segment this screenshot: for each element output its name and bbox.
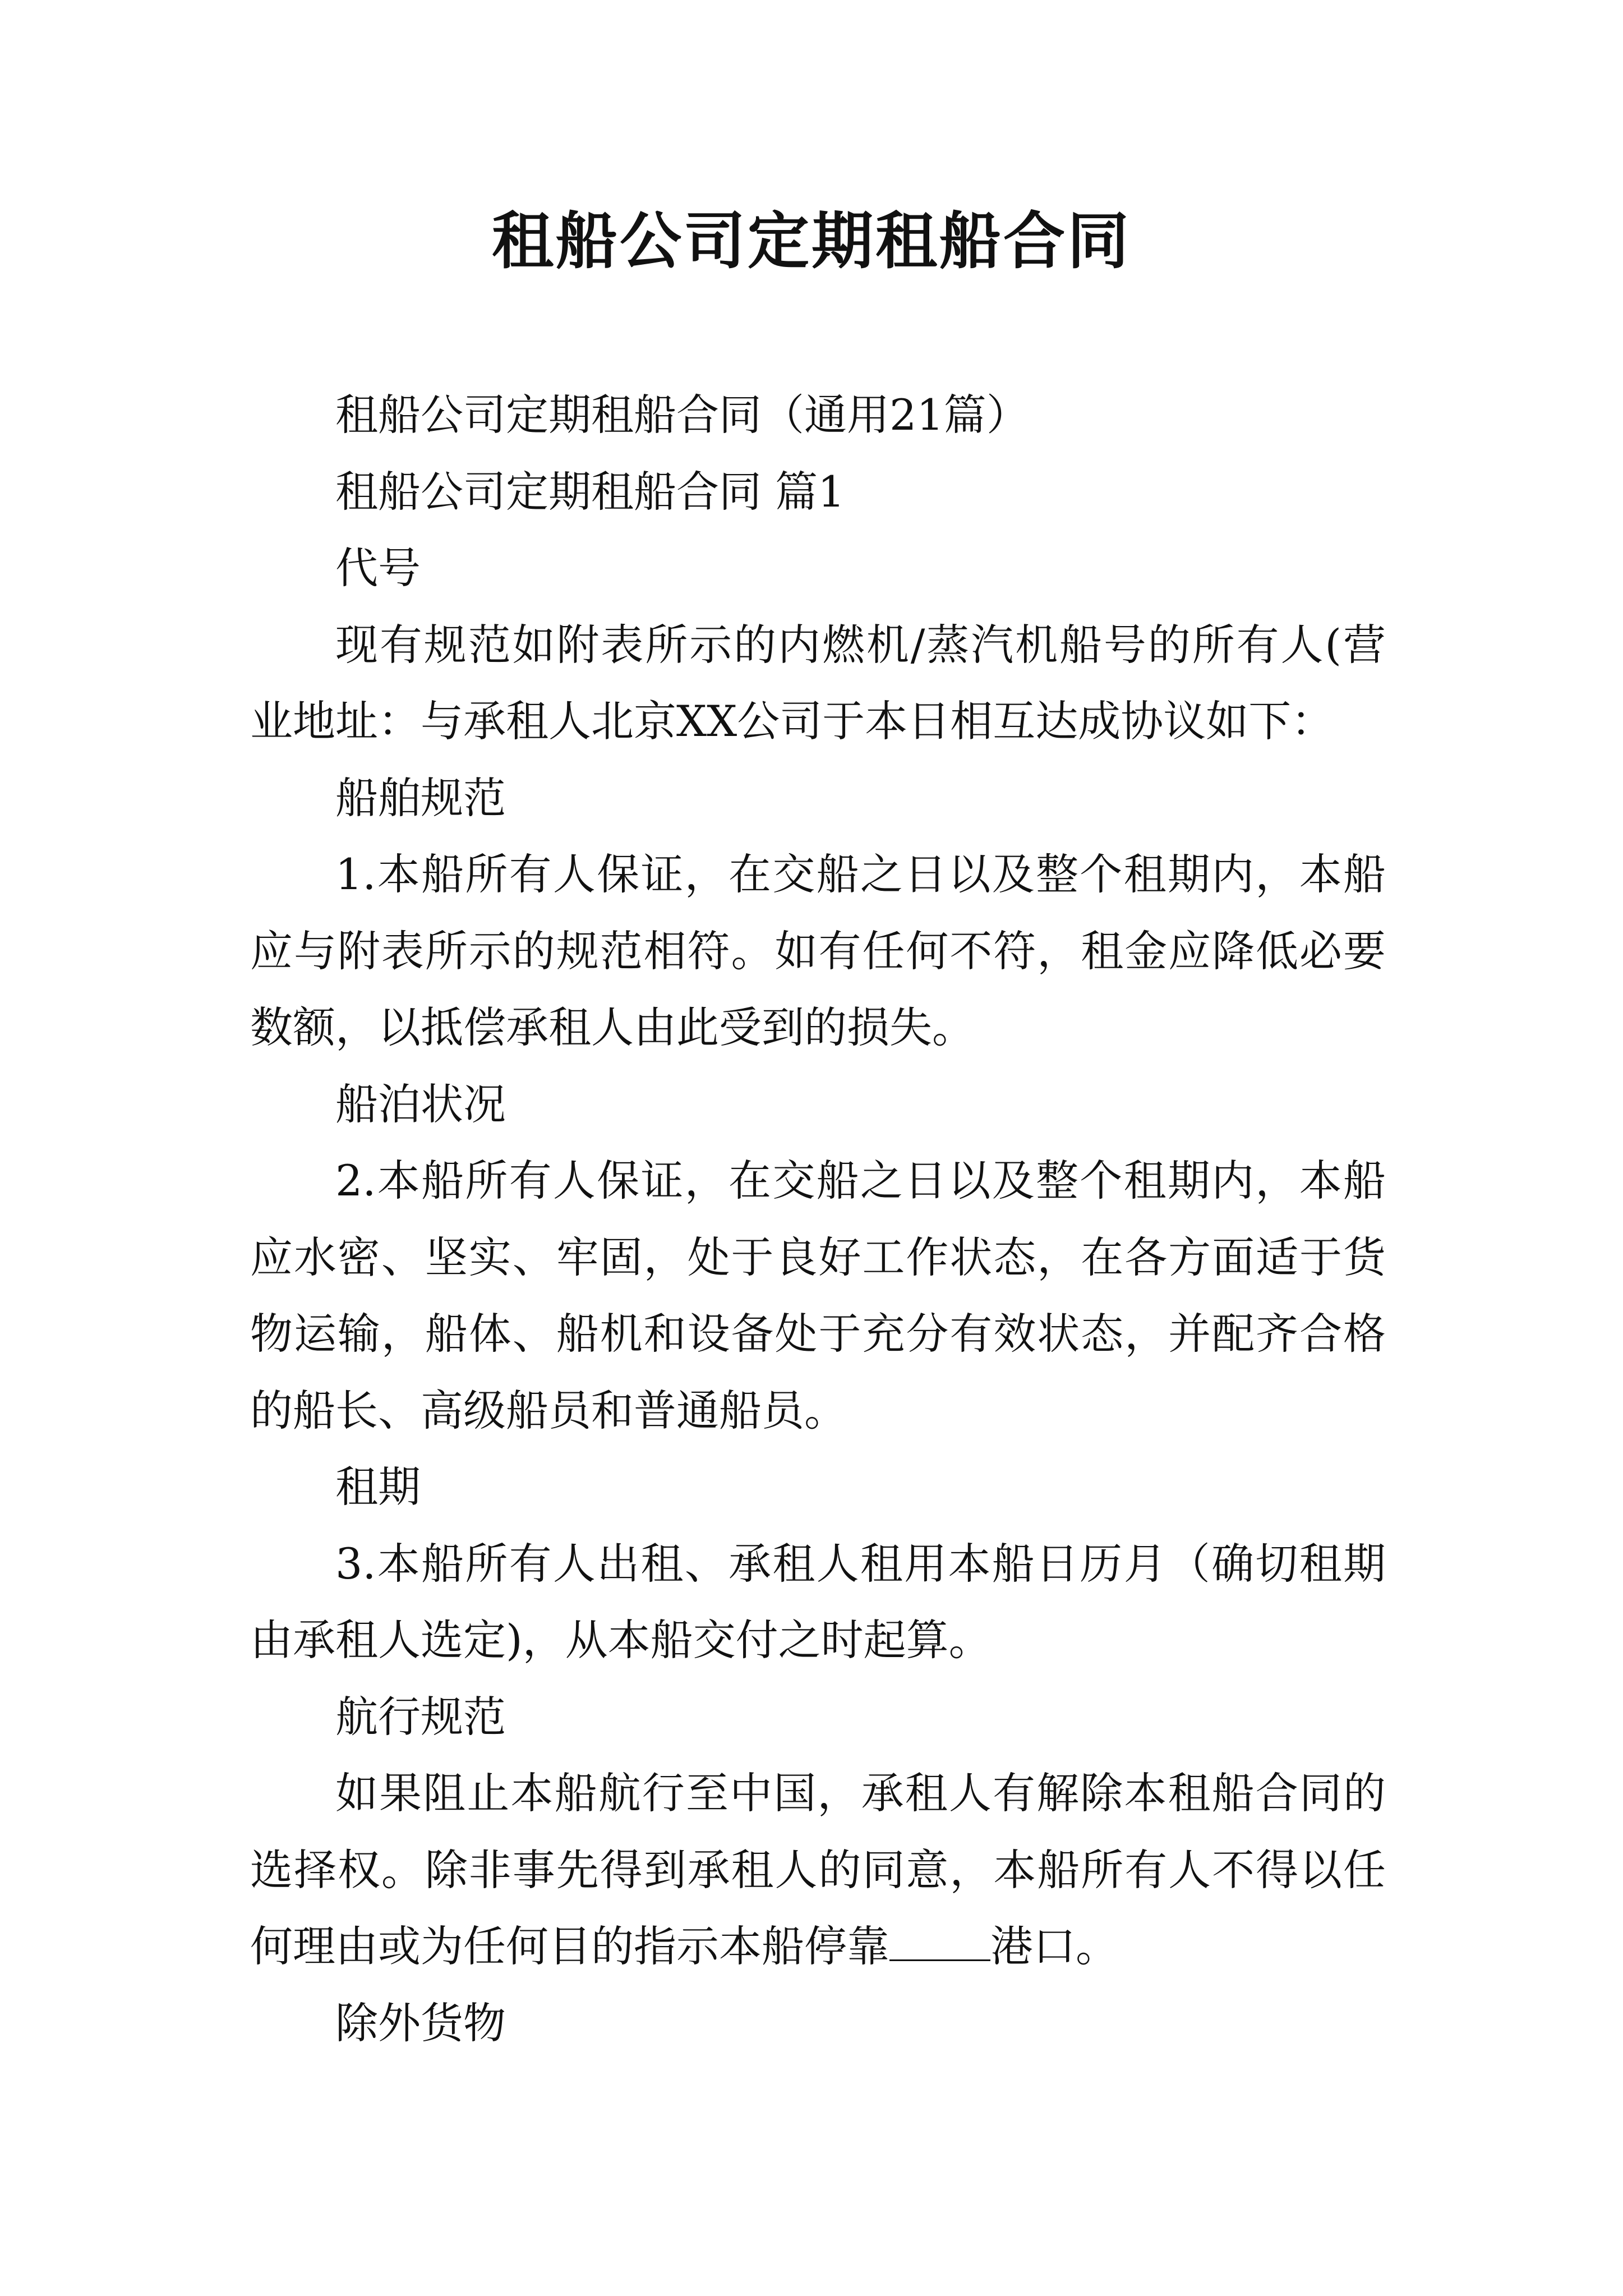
heading-ship-spec: 船舶规范 <box>335 772 506 823</box>
clause-2: 2.本船所有人保证，在交船之日以及整个租期内，本船应水密、坚实、牢固，处于良好工作状态，在各方面适于货物运输，船体、船机和设备处于充分有效状态，并配齐合格的船长、高级船员和普通船员。 <box>250 1156 1386 1435</box>
navigation-clause <box>250 1755 1386 1985</box>
heading-navigation: 航行规范 <box>335 1691 506 1742</box>
subtitle-paragraph: 租船公司定期租船合同（通用21篇） <box>335 390 1029 440</box>
heading-excluded-cargo: 除外货物 <box>335 1998 506 2048</box>
intro-paragraph: 现有规范如附表所示的内燃机/蒸汽机船号的所有人(营业地址：与承租人北京XX公司于本日相互达成协议如下： <box>250 619 1386 746</box>
port-blank <box>889 1926 990 1961</box>
port-suffix: 港口。 <box>990 1921 1118 1971</box>
section-heading: 租船公司定期租船合同 篇1 <box>335 466 845 517</box>
document-title: 租船公司定期租船合同 <box>492 205 1131 277</box>
code-heading: 代号 <box>335 543 421 593</box>
navigation-clause-text: 如果阻止本船航行至中国，承租人有解除本租船合同的选择权。除非事先得到承租人的同意，本船所有人不得以任何理由或为任何目的指示本船停靠 <box>250 1768 1386 1971</box>
document-body <box>250 377 1386 2062</box>
heading-ship-condition: 船泊状况 <box>335 1079 506 1129</box>
heading-charter-period: 租期 <box>335 1462 421 1512</box>
clause-3: 3.本船所有人出租、承租人租用本船日历月（确切租期由承租人选定)，从本船交付之时起算。 <box>250 1538 1386 1665</box>
clause-1: 1.本船所有人保证，在交船之日以及整个租期内，本船应与附表所示的规范相符。如有任何不符，租金应降低必要数额，以抵偿承租人由此受到的损失。 <box>250 849 1386 1052</box>
